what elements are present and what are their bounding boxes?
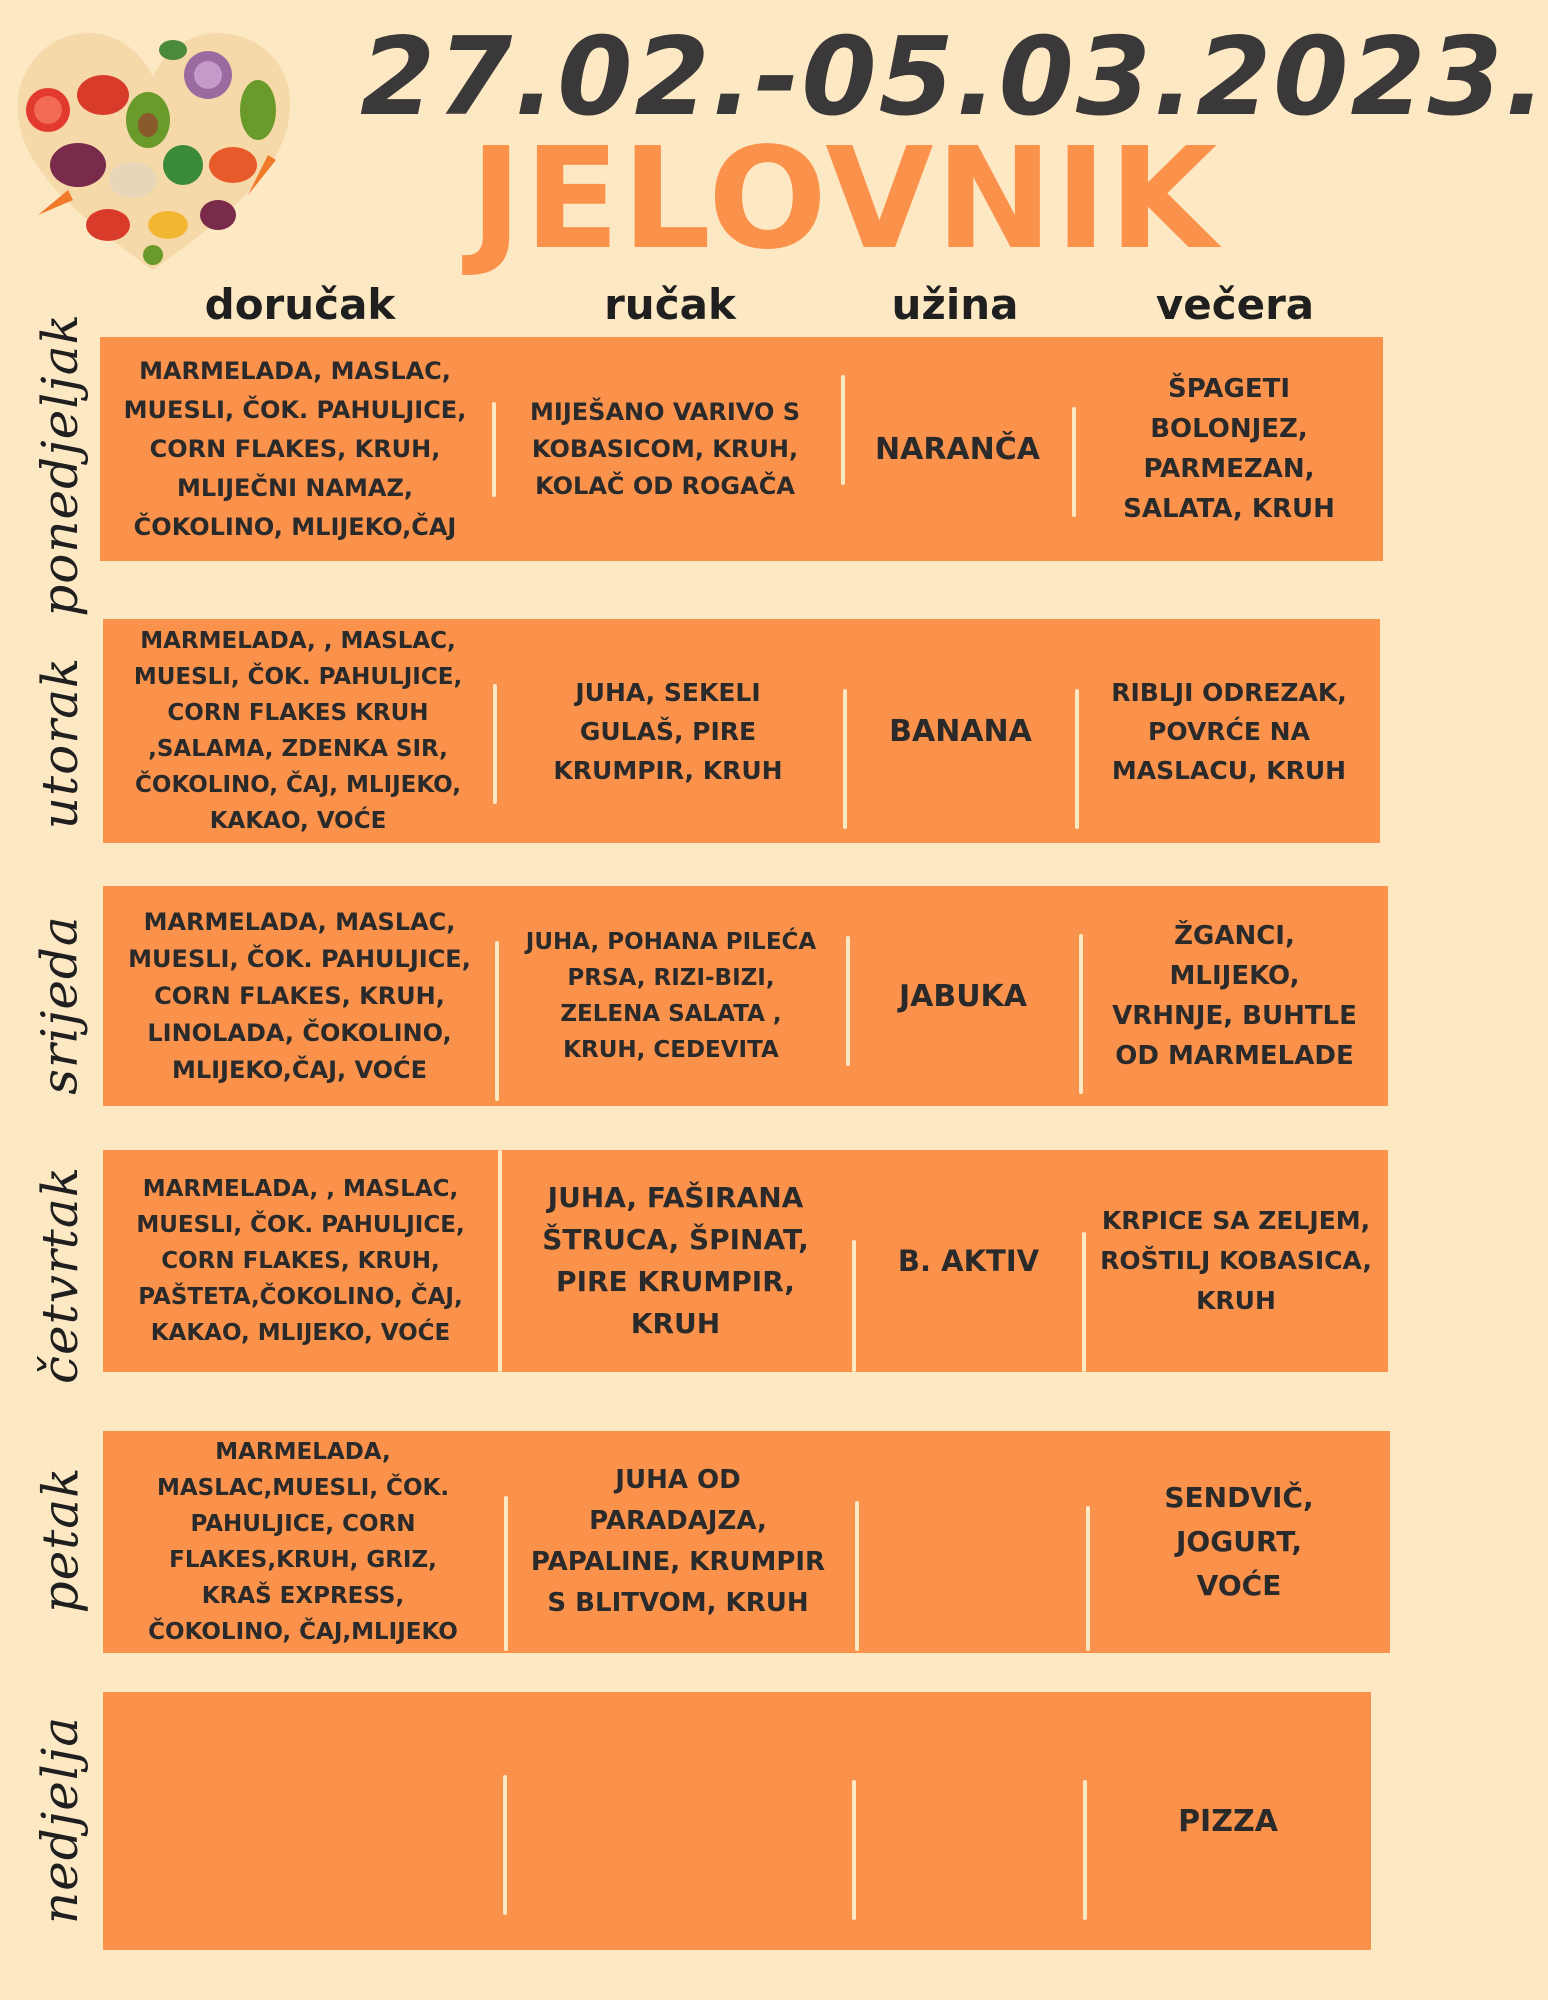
column-divider [1079, 934, 1083, 1094]
column-header-breakfast: doručak [204, 280, 396, 329]
column-divider [1086, 1506, 1090, 1651]
column-divider [1075, 689, 1079, 829]
column-divider [855, 1501, 859, 1651]
vegetable-heart-illustration [8, 15, 298, 280]
lunch-cell [503, 1692, 853, 1950]
column-divider [852, 1240, 856, 1372]
snack-cell [858, 1431, 1083, 1653]
date-range: 27.02.-05.03.2023. [360, 15, 1548, 140]
column-divider [841, 375, 845, 485]
day-label-monday: ponedjeljak [31, 313, 90, 617]
page-title: JELOVNIK [470, 118, 1220, 281]
lunch-cell: JUHA, POHANA PILEĆA PRSA, RIZI-BIZI, ZELENA SALATA , KRUH, CEDEVITA [525, 929, 817, 1063]
day-label-tuesday: utorak [31, 656, 89, 830]
column-divider [493, 684, 497, 804]
column-divider [504, 1496, 508, 1651]
breakfast-cell: MARMELADA, MASLAC,MUESLI, ČOK. PAHULJICE, CORN FLAKES,KRUH, GRIZ, KRAŠ EXPRESS, ČOKOLINO, ČAJ,MLIJEKO [148, 1439, 458, 1645]
lunch-cell: JUHA OD PARADAJZA, PAPALINE, KRUMPIR S BLITVOM, KRUH [530, 1465, 826, 1618]
breakfast-cell [103, 1692, 503, 1950]
day-label-sunday: nedjelja [31, 1715, 90, 1925]
snack-cell: NARANČA [875, 431, 1040, 467]
breakfast-cell: MARMELADA, , MASLAC, MUESLI, ČOK. PAHULJICE, CORN FLAKES, KRUH, PAŠTETA,ČOKOLINO, ČAJ, KAKAO, MLIJEKO, VOĆE [136, 1176, 465, 1346]
column-header-lunch: ručak [604, 280, 736, 329]
dinner-cell: ŽGANCI, MLIJEKO, VRHNJE, BUHTLE OD MARMELADE [1112, 921, 1357, 1071]
column-divider [846, 936, 850, 1066]
snack-cell: BANANA [889, 713, 1032, 749]
dinner-cell: SENDVIČ, JOGURT, VOĆE [1164, 1481, 1314, 1602]
column-divider [843, 689, 847, 829]
dinner-cell: ŠPAGETI BOLONJEZ, PARMEZAN, SALATA, KRUH [1123, 374, 1335, 524]
lunch-cell: MIJEŠANO VARIVO S KOBASICOM, KRUH, KOLAČ OD ROGAČA [530, 397, 800, 500]
column-divider [1072, 407, 1076, 517]
day-label-wednesday: srijeda [31, 915, 89, 1095]
breakfast-cell: MARMELADA, MASLAC, MUESLI, ČOK. PAHULJICE, CORN FLAKES, KRUH, MLIJEČNI NAMAZ, ČOKOLINO, MLIJEKO,ČAJ [123, 356, 467, 541]
column-divider [503, 1775, 507, 1915]
menu-row-tuesday [103, 619, 1380, 843]
breakfast-cell: MARMELADA, MASLAC, MUESLI, ČOK. PAHULJICE, CORN FLAKES, KRUH, LINOLADA, ČOKOLINO, MLIJEKO,ČAJ, VOĆE [128, 907, 471, 1084]
column-divider [492, 402, 496, 497]
day-label-friday: petak [31, 1466, 90, 1614]
column-divider [1083, 1780, 1087, 1920]
dinner-cell: RIBLJI ODREZAK, POVRĆE NA MASLACU, KRUH [1111, 677, 1347, 785]
lunch-cell: JUHA, FAŠIRANA ŠTRUCA, ŠPINAT, PIRE KRUMPIR, KRUH [542, 1181, 809, 1340]
snack-cell [855, 1692, 1083, 1950]
column-divider [498, 1150, 502, 1372]
column-divider [1082, 1232, 1086, 1372]
snack-cell: JABUKA [898, 978, 1028, 1014]
menu-row-sunday [103, 1692, 1371, 1950]
day-label-thursday: četvrtak [31, 1165, 90, 1385]
dinner-cell: KRPICE SA ZELJEM, ROŠTILJ KOBASICA, KRUH [1100, 1206, 1372, 1315]
dinner-cell: PIZZA [1178, 1803, 1278, 1839]
column-divider [852, 1780, 856, 1920]
snack-cell: B. AKTIV [897, 1244, 1040, 1278]
menu-row-friday [103, 1431, 1390, 1653]
menu-row-monday [100, 337, 1383, 561]
lunch-cell: JUHA, SEKELI GULAŠ, PIRE KRUMPIR, KRUH [553, 677, 783, 785]
breakfast-cell: MARMELADA, , MASLAC, MUESLI, ČOK. PAHULJICE, CORN FLAKES KRUH ,SALAMA, ZDENKA SIR, ČOKOLINO, ČAJ, MLIJEKO, KAKAO, VOĆE [133, 628, 463, 834]
column-divider [495, 941, 499, 1101]
column-header-snack: užina [891, 280, 1019, 329]
menu-row-wednesday [103, 886, 1388, 1106]
column-header-dinner: večera [1155, 280, 1315, 329]
menu-row-thursday [103, 1150, 1388, 1372]
